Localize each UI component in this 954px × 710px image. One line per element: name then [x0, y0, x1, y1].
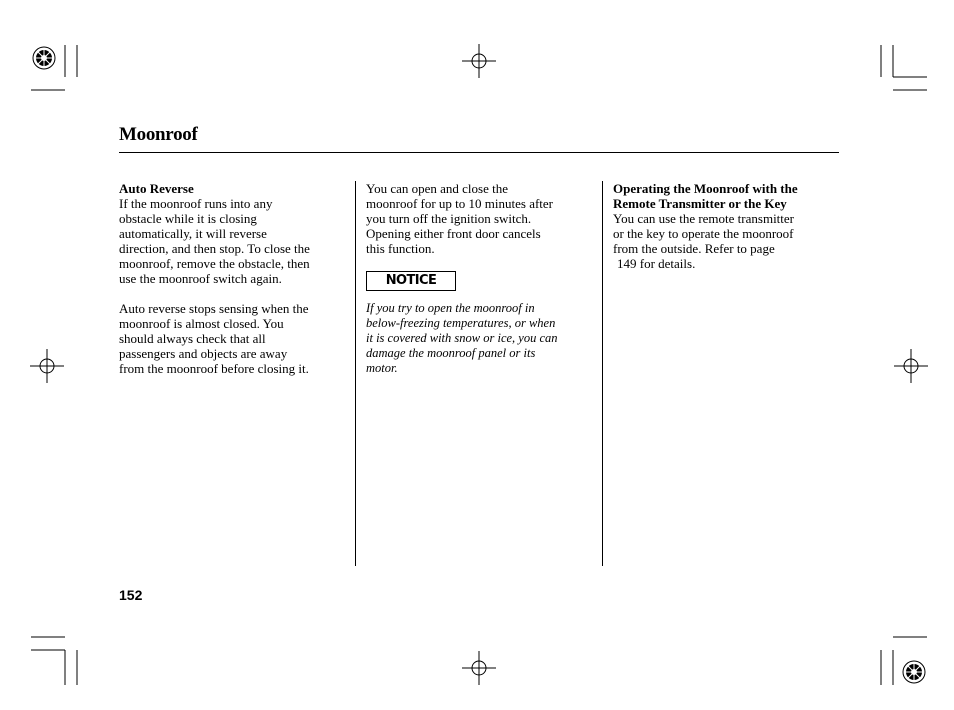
section-heading-remote: Remote Transmitter or the Key	[613, 196, 787, 211]
text-line: moonroof is almost closed. You	[119, 316, 284, 331]
section-heading-remote: Operating the Moonroof with the	[613, 181, 798, 196]
text-line: obstacle while it is closing	[119, 211, 257, 226]
text-line: it is covered with snow or ice, you can	[366, 331, 558, 345]
text-line: moonroof for up to 10 minutes after	[366, 196, 554, 211]
text-line: below-freezing temperatures, or when	[366, 316, 556, 330]
text-line: You can open and close the	[366, 181, 509, 196]
text-line: Opening either front door cancels	[366, 226, 541, 241]
notice-text	[366, 301, 588, 376]
text-line: you turn off the ignition switch.	[366, 211, 532, 226]
text-line: should always check that all	[119, 331, 266, 346]
text-line: from the outside. Refer to page	[613, 241, 775, 256]
page-reference-link[interactable]: 149 for details.	[617, 256, 696, 271]
column-auto-reverse	[119, 181, 347, 376]
page-title: Moonroof	[119, 124, 198, 145]
page-number: 152	[119, 587, 143, 603]
column-divider-1	[355, 181, 356, 566]
text-line: or the key to operate the moonroof	[613, 226, 794, 241]
column-divider-2	[602, 181, 603, 566]
text-line: motor.	[366, 361, 398, 375]
paragraph-gap	[119, 286, 347, 301]
text-line: use the moonroof switch again.	[119, 271, 282, 286]
section-heading-auto-reverse: Auto Reverse	[119, 181, 194, 196]
text-line: moonroof, remove the obstacle, then	[119, 256, 310, 271]
column-timer-and-notice	[366, 181, 588, 376]
text-line: damage the moonroof panel or its	[366, 346, 536, 360]
text-line: passengers and objects are away	[119, 346, 288, 361]
text-line: automatically, it will reverse	[119, 226, 267, 241]
text-line: from the moonroof before closing it.	[119, 361, 309, 376]
text-line: direction, and then stop. To close the	[119, 241, 310, 256]
title-rule	[119, 152, 839, 153]
notice-badge: NOTICE	[366, 271, 456, 291]
text-line: Auto reverse stops sensing when the	[119, 301, 309, 316]
text-line: this function.	[366, 241, 435, 256]
column-remote-operation	[613, 181, 837, 271]
text-line: If the moonroof runs into any	[119, 196, 273, 211]
text-line: If you try to open the moonroof in	[366, 301, 535, 315]
text-line: You can use the remote transmitter	[613, 211, 794, 226]
